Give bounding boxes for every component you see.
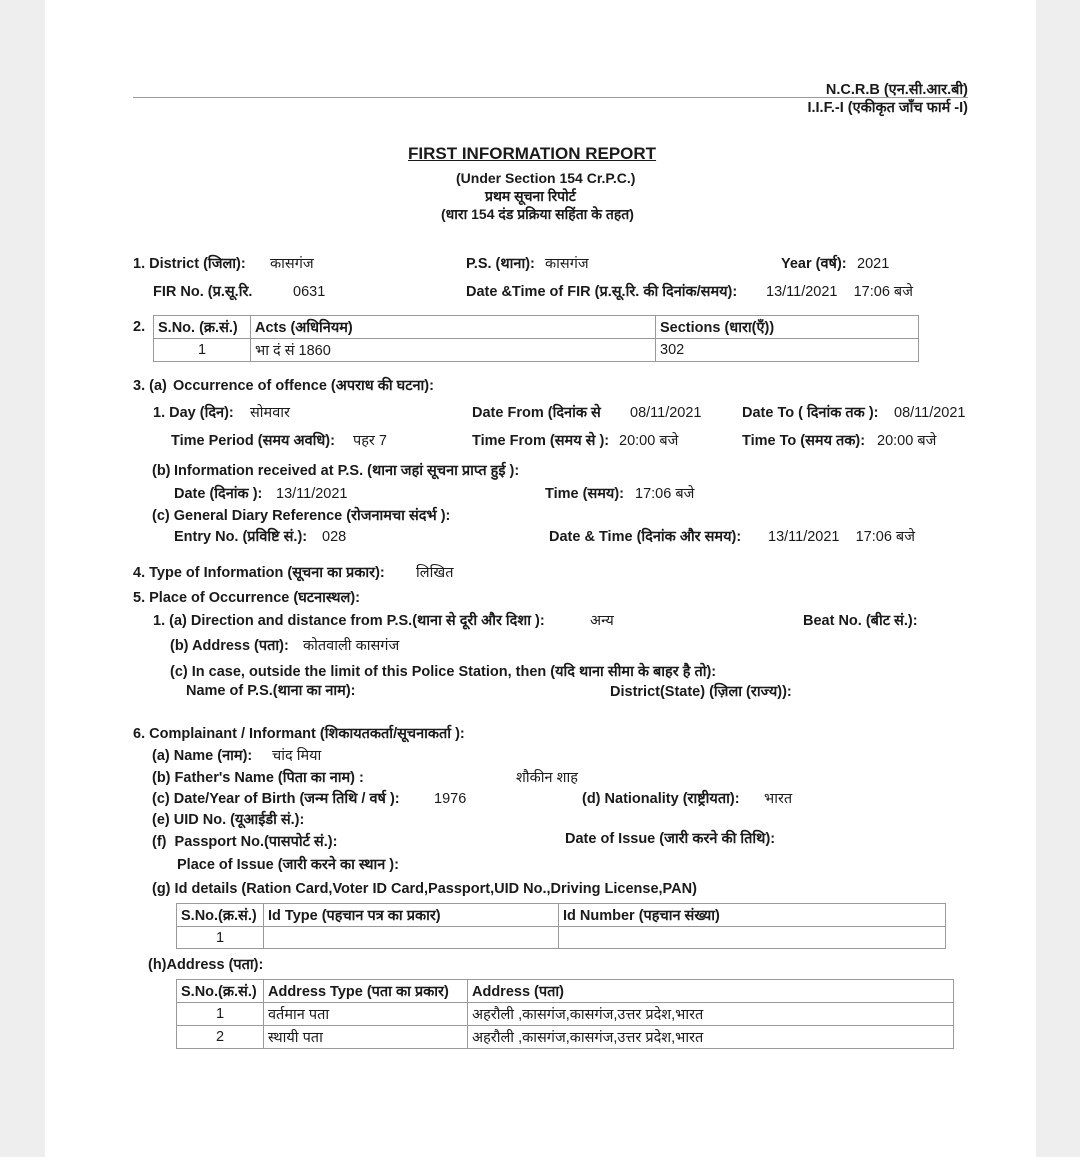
iif-header: I.I.F.-I (एकीकृत जाँच फार्म -I)	[807, 100, 968, 116]
addr-type-header: Address Type (पता का प्रकार)	[264, 980, 468, 1003]
complainant-address-label: (h)Address (पता):	[148, 957, 264, 973]
header-divider	[133, 97, 968, 98]
report-title: FIRST INFORMATION REPORT	[408, 144, 657, 163]
acts-header: Acts (अधिनियम)	[251, 316, 656, 339]
id-type-cell	[264, 927, 559, 949]
year-label: Year (वर्ष):	[781, 256, 847, 272]
date-from-value: 08/11/2021	[630, 405, 702, 421]
issue-date-label: Date of Issue (जारी करने की तिथि):	[565, 831, 776, 847]
uid-label: (e) UID No. (यूआईडी सं.):	[152, 812, 305, 828]
issue-place-label: Place of Issue (जारी करने का स्थान ):	[177, 857, 399, 873]
gd-reference-title: (c) General Diary Reference (रोजनामचा संदर्भ ):	[152, 508, 451, 524]
addr-sno-header: S.No.(क्र.सं.)	[177, 980, 264, 1003]
info-type-label: 4. Type of Information (सूचना का प्रकार):	[133, 565, 385, 581]
id-type-header: Id Type (पहचान पत्र का प्रकार)	[264, 904, 559, 927]
received-time-label: Time (समय):	[545, 486, 624, 502]
ps-label: P.S. (थाना):	[466, 256, 535, 272]
time-to-value: 20:00 बजे	[877, 433, 937, 449]
table-row	[154, 339, 919, 362]
time-to-label: Time To (समय तक):	[742, 433, 866, 449]
beat-no-label: Beat No. (बीट सं.):	[803, 613, 918, 629]
received-date-label: Date (दिनांक ):	[174, 486, 263, 502]
fir-datetime-value: 13/11/2021 17:06 बजे	[766, 284, 913, 300]
dob-label: (c) Date/Year of Birth (जन्म तिथि / वर्ष ):	[152, 791, 400, 807]
report-subtitle-hindi: (धारा 154 दंड प्रक्रिया सहिंता के तहत)	[441, 206, 634, 222]
district-label: 1. District (जिला):	[133, 256, 246, 272]
day-label: 1. Day (दिन):	[153, 405, 234, 421]
occurrence-address-value: कोतवाली कासगंज	[303, 638, 400, 654]
addr-sno-cell: 2	[177, 1026, 264, 1049]
nationality-label: (d) Nationality (राष्ट्रीयता):	[582, 791, 740, 807]
father-name-value: शौकीन शाह	[516, 770, 578, 786]
nationality-value: भारत	[764, 791, 793, 807]
district-value: कासगंज	[270, 256, 314, 272]
id-sno-header: S.No.(क्र.सं.)	[177, 904, 264, 927]
table-header-row	[177, 980, 954, 1003]
outside-limit-label: (c) In case, outside the limit of this Police Station, then (यदि थाना सीमा के बाहर है तो):	[170, 664, 717, 680]
s3-title: Occurrence of offence (अपराध की घटना):	[173, 378, 434, 394]
addr-type-cell: स्थायी पता	[264, 1026, 468, 1049]
received-time-value: 17:06 बजे	[635, 486, 695, 502]
gd-datetime-label: Date & Time (दिनांक और समय):	[549, 529, 742, 545]
place-of-occurrence-label: 5. Place of Occurrence (घटनास्थल):	[133, 590, 360, 606]
id-number-header: Id Number (पहचान संख्या)	[559, 904, 946, 927]
date-from-label: Date From (दिनांक से	[472, 405, 601, 421]
act-cell: भा दं सं 1860	[251, 339, 656, 362]
sno-cell: 1	[154, 339, 251, 362]
addr-type-cell: वर्तमान पता	[264, 1003, 468, 1026]
sections-header: Sections (धारा(एँ))	[656, 316, 919, 339]
section-2-number: 2.	[133, 319, 146, 335]
fir-label: FIR No. (प्र.सू.रि.	[153, 284, 253, 300]
received-date-value: 13/11/2021	[276, 486, 348, 502]
date-to-value: 08/11/2021	[894, 405, 966, 421]
occurrence-address-label: (b) Address (पता):	[170, 638, 289, 654]
direction-distance-label: 1. (a) Direction and distance from P.S.(थाना से दूरी और दिशा ):	[153, 613, 545, 629]
info-type-value: लिखित	[416, 565, 454, 581]
fir-datetime-label: Date &Time of FIR (प्र.सू.रि. की दिनांक/समय):	[466, 284, 738, 300]
ncrb-header: N.C.R.B (एन.सी.आर.बी)	[825, 82, 968, 98]
passport-label: (f) Passport No.(पासपोर्ट सं.):	[152, 834, 338, 850]
s3b-letter: (b)	[152, 463, 171, 479]
table-row	[177, 1026, 954, 1049]
section-cell: 302	[656, 339, 919, 362]
gd-datetime-value: 13/11/2021 17:06 बजे	[768, 529, 915, 545]
id-details-label: (g) Id details (Ration Card,Voter ID Card,Passport,UID No.,Driving License,PAN)	[152, 881, 697, 897]
report-title-hindi: प्रथम सूचना रिपोर्ट	[485, 188, 576, 204]
addr-sno-cell: 1	[177, 1003, 264, 1026]
addr-cell: अहरौली ,कासगंज,कासगंज,उत्तर प्रदेश,भारत	[468, 1003, 954, 1026]
report-subtitle: (Under Section 154 Cr.P.C.)	[456, 170, 636, 186]
time-from-value: 20:00 बजे	[619, 433, 679, 449]
table-header-row	[177, 904, 946, 927]
direction-distance-value: अन्य	[590, 613, 614, 629]
time-period-value: पहर 7	[353, 433, 387, 449]
year-value: 2021	[857, 256, 890, 272]
s3b-title: Information received at P.S. (थाना जहां सूचना प्राप्त हुई ):	[174, 463, 520, 479]
addr-cell: अहरौली ,कासगंज,कासगंज,उत्तर प्रदेश,भारत	[468, 1026, 954, 1049]
table-header-row	[154, 316, 919, 339]
addr-header: Address (पता)	[468, 980, 954, 1003]
address-table	[176, 979, 954, 1049]
time-from-label: Time From (समय से ):	[472, 433, 610, 449]
day-value: सोमवार	[250, 405, 290, 421]
date-to-label: Date To ( दिनांक तक ):	[742, 405, 879, 421]
ps-name-label: Name of P.S.(थाना का नाम):	[186, 683, 356, 699]
district-state-label: District(State) (ज़िला (राज्य)):	[610, 684, 792, 700]
entry-no-value: 028	[322, 529, 347, 545]
fir-value: 0631	[293, 284, 326, 300]
dob-value: 1976	[434, 791, 467, 807]
father-name-label: (b) Father's Name (पिता का नाम) :	[152, 770, 364, 786]
entry-no-label: Entry No. (प्रविष्टि सं.):	[174, 529, 308, 545]
ps-value: कासगंज	[545, 256, 589, 272]
table-row	[177, 927, 946, 949]
complainant-name-label: (a) Name (नाम):	[152, 748, 253, 764]
complainant-name-value: चांद मिया	[272, 748, 322, 764]
table-row	[177, 1003, 954, 1026]
id-details-table	[176, 903, 946, 949]
id-number-cell	[559, 927, 946, 949]
acts-table	[153, 315, 919, 362]
complainant-label: 6. Complainant / Informant (शिकायतकर्ता/सूचनाकर्ता ):	[133, 726, 465, 742]
s3-number: 3. (a)	[133, 378, 167, 394]
time-period-label: Time Period (समय अवधि):	[171, 433, 335, 449]
sno-header: S.No. (क्र.सं.)	[154, 316, 251, 339]
id-sno-cell: 1	[177, 927, 264, 949]
